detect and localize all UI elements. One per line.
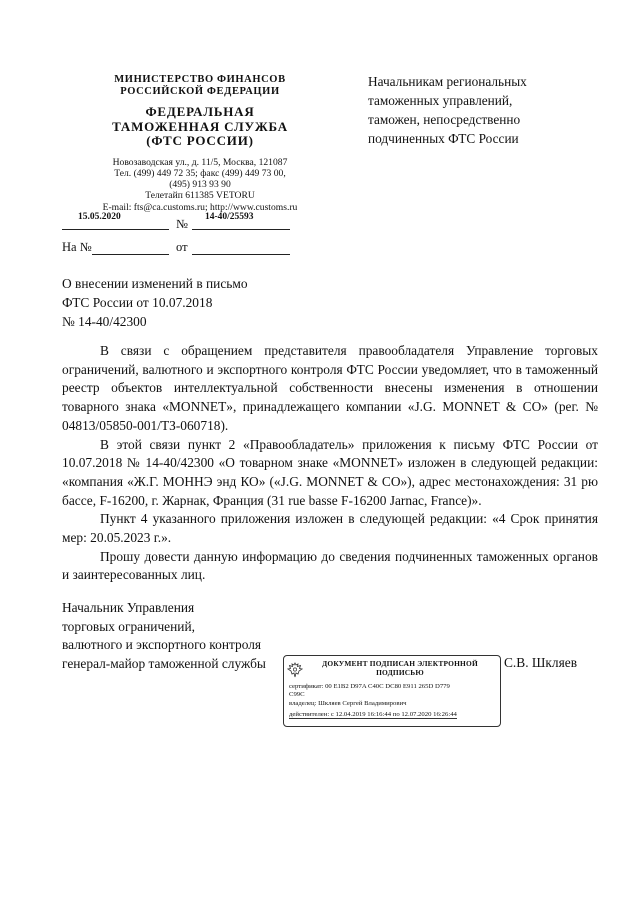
ministry-name [50, 74, 350, 98]
reference-from-label: от [176, 240, 188, 254]
certificate-line: сертификат: 00 E1B2 D97A C40C DC80 E911 265D D779 [289, 683, 450, 690]
recipient-line: таможен, непосредственно [368, 112, 521, 127]
service-line-3: (ФТС РОССИИ) [146, 133, 254, 148]
contact-block [50, 157, 350, 213]
electronic-signature-stamp [283, 655, 501, 727]
body-paragraph: В этой связи пункт 2 «Правообладатель» приложения к письму ФТС России от 10.07.2018 № 14-40/42300 «О товарном знаке «MONNET» изложен в следующей редакции: «компания «Ж.Г. МОННЭ энд КО» («J.G. MONNET & CO»), адрес местонахождения: 31 рю бассе, F-16200, г. Жарнак, Франция (31 rue basse F-16200 Jarnac, France)». [62, 436, 598, 508]
stamp-owner: владелец: Шкляев Сергей Владимирович [289, 700, 407, 707]
subject-line: № 14-40/42300 [62, 314, 147, 329]
signatory-line: валютного и экспортного контроля [62, 637, 262, 653]
body-paragraph: Прошу довести данную информацию до сведения подчиненных таможенных органов и заинтересованных лиц. [62, 548, 598, 583]
stamp-validity-text: действителен: с 12.04.2019 16:16:44 по 12.07.2020 16:26:44 [289, 711, 457, 718]
registration-number: 14-40/25593 [205, 212, 254, 222]
stamp-validity [289, 711, 496, 719]
letterhead [50, 74, 350, 213]
certificate-line-2: C99C [289, 691, 305, 698]
stamp-title [304, 660, 496, 677]
ministry-line-2: РОССИЙСКОЙ ФЕДЕРАЦИИ [120, 86, 280, 97]
address-line: Новозаводская ул., д. 11/5, Москва, 121087 [112, 156, 288, 168]
eagle-emblem-icon [287, 661, 303, 679]
phone-line: Тел. (499) 449 72 35; факс (499) 449 73 00, [114, 167, 286, 179]
body-paragraph: В связи с обращением представителя правообладателя Управление торговых ограничений, валютного и экспортного контроля ФТС России уведомляет, что в таможенный реестр объектов интеллектуальной собственности внесены изменения в отношении товарного знака «MONNET», принадлежащего компании «J.G. MONNET & CO» (рег. № 04813/05850-001/ТЗ-060718). [62, 343, 598, 433]
stamp-title-line: ДОКУМЕНТ ПОДПИСАН ЭЛЕКТРОННОЙ [322, 659, 478, 668]
recipient-line: Начальникам региональных [368, 74, 527, 89]
subject-line: ФТС России от 10.07.2018 [62, 295, 213, 310]
subject-block [62, 274, 248, 331]
signatory-line: генерал-майор таможенной службы [62, 656, 266, 672]
signatory-line: Начальник Управления [62, 600, 195, 615]
teletype-line: Телетайп 611385 VETORU [145, 190, 255, 202]
service-line-2: ТАМОЖЕННАЯ СЛУЖБА [112, 118, 288, 134]
phone-line-2: (495) 913 93 90 [169, 179, 231, 191]
registration-date: 15.05.2020 [78, 212, 121, 222]
stamp-title-line: ПОДПИСЬЮ [376, 667, 424, 677]
reference-underline [92, 254, 169, 255]
recipient-line: таможенных управлений, [368, 93, 513, 108]
service-name [50, 105, 350, 149]
signatory-line: торговых ограничений, [62, 618, 195, 634]
reference-from-underline [192, 254, 290, 255]
reference-label: На № [62, 240, 92, 254]
date-underline [62, 229, 169, 230]
recipient-line: подчиненных ФТС России [368, 131, 519, 146]
number-underline [192, 229, 290, 230]
ministry-line-1: МИНИСТЕРСТВО ФИНАНСОВ [114, 74, 286, 85]
registration-number-label: № [176, 217, 188, 231]
service-line-1: ФЕДЕРАЛЬНАЯ [145, 104, 255, 119]
email-line: E-mail: fts@ca.customs.ru; http://www.customs.ru [102, 201, 298, 213]
recipient-block [368, 72, 618, 148]
subject-line: О внесении изменений в письмо [62, 276, 248, 291]
body-paragraph: Пункт 4 указанного приложения изложен в следующей редакции: «4 Срок принятия мер: 20.05.2023 г.». [62, 511, 598, 546]
signer-name: С.В. Шкляев [504, 655, 578, 670]
signatory-title [62, 599, 266, 674]
letter-body [62, 342, 598, 585]
